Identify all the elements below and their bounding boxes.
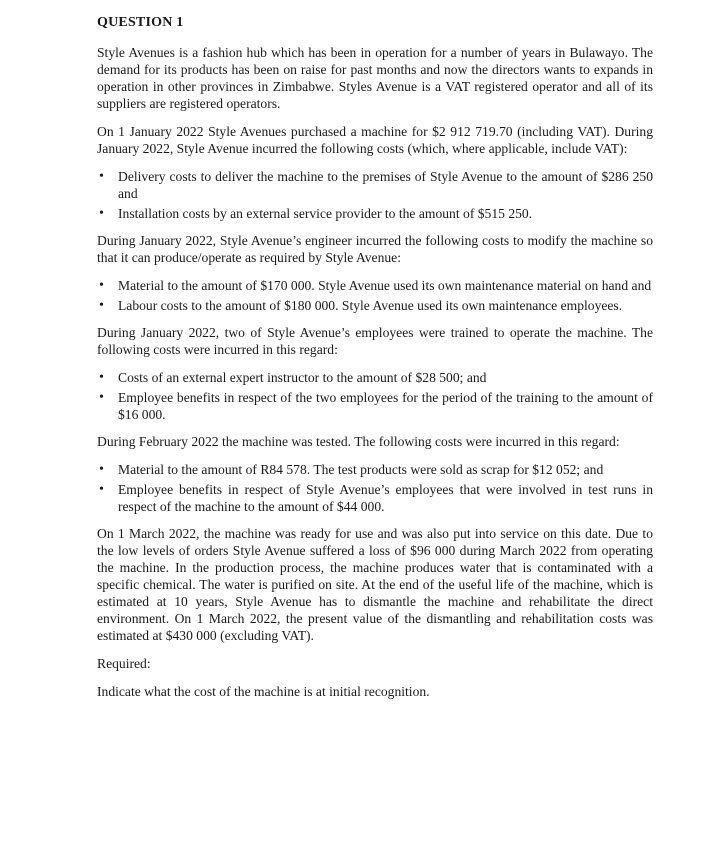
purchase-paragraph: On 1 January 2022 Style Avenues purchased a machine for $2 912 719.70 (including VAT). During January 2022, Style Avenue incurred the following costs (which, where applicable, include VAT):	[97, 124, 653, 156]
bullet-icon: •	[99, 462, 104, 477]
bullet-icon: •	[99, 169, 104, 184]
bullet-icon: •	[99, 278, 104, 293]
testing-costs-list	[97, 461, 653, 515]
list-item	[97, 277, 653, 294]
list-item-text: Labour costs to the amount of $180 000. Style Avenue used its own maintenance employees.	[118, 298, 623, 313]
list-item-text: Employee benefits in respect of Style Avenue’s employees that were involved in test runs in respect of the machine to the amount of $44 000.	[118, 482, 653, 514]
list-item	[97, 369, 653, 386]
bullet-icon: •	[99, 482, 104, 497]
march-paragraph: On 1 March 2022, the machine was ready for use and was also put into service on this date. Due to the low levels of orders Style Avenue suffered a loss of $96 000 during March 2022 from operating the machine. In the production process, the machine produces water that is contaminated with a specific chemical. The water is purified on site. At the end of the useful life of the machine, which is estimated at 10 years, Style Avenue has to dismantle the machine and rehabilitate the direct environment. On 1 March 2022, the present value of the dismantling and rehabilitation costs was estimated at $430 000 (excluding VAT).	[97, 526, 653, 643]
list-item	[97, 481, 653, 515]
list-item	[97, 389, 653, 423]
january-costs-list	[97, 168, 653, 222]
list-item-text: Installation costs by an external service provider to the amount of $515 250.	[118, 206, 533, 221]
question-heading: QUESTION 1	[97, 15, 184, 30]
list-item	[97, 168, 653, 202]
engineer-paragraph: During January 2022, Style Avenue’s engineer incurred the following costs to modify the machine so that it can produce/operate as required by Style Avenue:	[97, 233, 653, 265]
bullet-icon: •	[99, 390, 104, 405]
list-item-text: Material to the amount of R84 578. The test products were sold as scrap for $12 052; and	[118, 462, 604, 477]
training-paragraph: During January 2022, two of Style Avenue’s employees were trained to operate the machine. The following costs were incurred in this regard:	[97, 325, 653, 357]
bullet-icon: •	[99, 206, 104, 221]
list-item	[97, 297, 653, 314]
training-costs-list	[97, 369, 653, 423]
list-item	[97, 205, 653, 222]
list-item	[97, 461, 653, 478]
question-body	[97, 44, 653, 711]
intro-paragraph: Style Avenues is a fashion hub which has been in operation for a number of years in Bulawayo. The demand for its products has been on raise for past months and now the directors wants to expands in operation in other provinces in Zimbabwe. Styles Avenue is a VAT registered operator and all of its suppliers are registered operators.	[97, 45, 653, 111]
task-instruction: Indicate what the cost of the machine is at initial recognition.	[97, 684, 430, 699]
list-item-text: Employee benefits in respect of the two employees for the period of the training to the amount of $16 000.	[118, 390, 653, 422]
testing-paragraph: During February 2022 the machine was tested. The following costs were incurred in this regard:	[97, 434, 620, 449]
list-item-text: Delivery costs to deliver the machine to the premises of Style Avenue to the amount of $286 250 and	[118, 169, 653, 201]
bullet-icon: •	[99, 298, 104, 313]
list-item-text: Costs of an external expert instructor to the amount of $28 500; and	[118, 370, 487, 385]
bullet-icon: •	[99, 370, 104, 385]
list-item-text: Material to the amount of $170 000. Style Avenue used its own maintenance material on hand and	[118, 278, 652, 293]
modification-costs-list	[97, 277, 653, 314]
required-label: Required:	[97, 656, 151, 671]
